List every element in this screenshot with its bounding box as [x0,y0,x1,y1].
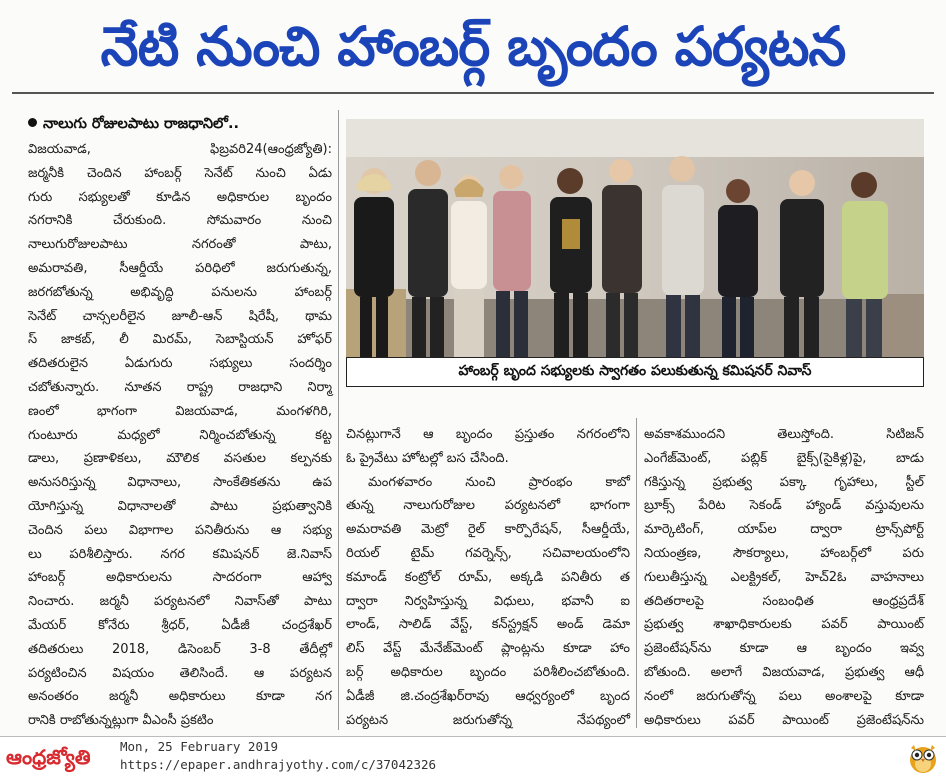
text-line: చినట్లుగానే ఆ బృందం ప్రస్తుతం నగరంలోని [346,427,630,442]
text-line: మేయర్ కోనేరు శ్రీధర్, ఏడీజీ చంద్రశేఖర్ [28,617,332,633]
column-divider [636,418,637,728]
article-column-1 [28,138,332,728]
text-line: చెందిన పలు విభాగాల పనితీరును ఆ సభ్యు [28,522,332,538]
text-line: అమరావతి మెట్రో రైల్ కార్పొరేషన్, సీఆర్డీయే, [346,522,630,538]
text-line: తున్న నాలుగురోజుల పర్యటనలో భాగంగా [346,498,630,514]
article-column-2 [346,423,630,728]
text-line: అవకాశముందని తెలుస్తోంది. సిటిజన్ [644,427,924,442]
text-line: ఏడీజీ జి.చంద్రశేఖర్‌రావు ఆధ్వర్యంలో బృంద [346,688,630,704]
text-line: లు పరిశీలిస్తారు. నగర కమిషనర్ జె.నివాస్ [28,546,332,562]
text-line: లిస్ వేస్ట్ మేనేజ్‌మెంట్ ప్లాంట్లను కూడా హాం [346,641,630,657]
text-line: అధికారులు పవర్ పాయింట్ ప్రజెంటేషన్‌ను [644,712,924,728]
text-line: గకిస్తున్న ప్రభుత్వ పక్కా గృహాలు, స్టీల్ [644,474,924,490]
text-line: నాలుగురోజులపాటు నగరంతో పాటు, [28,237,332,253]
text-line: కమాండ్ కంట్రోల్ రూమ్, అక్కడి పనితీరు త [346,569,630,585]
bullet-icon [28,118,37,127]
text-line: మార్కెటింగ్, యాప్‌ల ద్వారా ట్రాన్స్‌పోర్ట్ [644,522,924,538]
text-line: గులుతీస్తున్న ఎలక్ట్రికల్, హెచ్2ఓ వాహనాలు [644,569,924,585]
publication-date: Mon, 25 February 2019 [120,739,279,754]
text-line: తదితరాలపై సంబంధిత ఆంధ్రప్రదేశ్ [644,593,924,609]
text-line: ప్రజెంటేషన్‌ను కూడా ఆ బృందం ఇవ్వ [644,641,924,657]
text-line: జర్మనీకి చెందిన హాంబర్గ్ సెనేట్ నుంచి ఏడు [28,165,332,181]
newspaper-logo[interactable]: ఆంధ్రజ్యోతి [6,745,91,769]
news-photo [346,119,924,357]
text-line: రియల్ టైమ్ గవర్నెన్స్, సచివాలయంలోని [346,545,630,561]
text-line: ప్రభుత్వ శాఖాధికారులకు పవర్ పాయింట్ [644,617,924,633]
owl-mascot-icon [906,740,940,774]
text-line: లాండ్, సాలిడ్ వేస్ట్, కన్‌స్ట్రక్షన్ అండ్ డెమా [346,617,630,633]
text-line: తదితరులు 2018, డిసెంబర్ 3-8 తేదీల్లో [28,641,332,657]
text-line: తదితరులైన ఏడుగురు సభ్యులు సందర్శిం [28,356,332,372]
kicker-text: నాలుగు రోజులపాటు రాజధానిలో.. [43,116,239,132]
text-line: ణంలో భాగంగా విజయవాడ, మంగళగిరి, [28,403,332,419]
text-line: బర్గ్ అధికారుల బృందం పరిశీలించబోతుంది. [346,664,630,680]
footer-rule [0,736,946,737]
footer-meta [120,738,436,774]
group-photo-image [346,119,924,357]
text-line: ఓ ప్రైవేటు హోటల్లో బస చేసింది. [346,450,509,466]
text-line: అనుసరిస్తున్న విధానాలు, సాంకేతికతను ఉప [28,475,332,491]
footer [0,736,946,778]
text-line: హాంబర్గ్ అధికారులను సాదరంగా ఆహ్వా [28,570,332,586]
text-line: అమరావతి, సీఆర్డీయే పరిధిలో జరుగుతున్న, [28,260,332,276]
column-divider [338,110,339,730]
text-line: విజయవాడ, ఫిబ్రవరి24(ఆంధ్రజ్యోతి): [28,142,332,157]
text-line: గురు సభ్యులతో కూడిన అధికారుల బృందం [28,189,332,205]
text-line: ఎంగేజ్‌మెంట్, పబ్లిక్ బైక్స్(సైకిళ్ల)పై, బాడు [644,450,924,466]
text-line: జరగబోతున్న అభివృద్ధి పనులను హాంబర్గ్ [28,284,332,300]
text-line: అనంతరం జర్మనీ అధికారులు కూడా నగ [28,689,332,705]
text-line: పర్యటించిన విషయం తెలిసిందే. ఆ పర్యటన [28,665,332,681]
headline: నేటి నుంచి హాంబర్గ్ బృందం పర్యటన [100,15,846,78]
text-line: బ్రూక్స్ పేరిట సెకండ్ హ్యాండ్ వస్తువులను [644,498,924,514]
text-line: డాలు, ప్రణాళికలు, మౌలిక వసతుల కల్పనకు [28,451,332,467]
photo-caption: హాంబర్గ్ బృంద సభ్యులకు స్వాగతం పలుకుతున్న కమిషనర్ నివాస్ [346,357,924,387]
text-line: సెనేట్ చాన్సలరీలైన జూలీ-ఆన్ షిరేషీ, థామ [28,308,332,324]
text-line: మంగళవారం నుంచి ప్రారంభం కాబో [368,474,630,490]
text-line: బోతుంది. అలాగే విజయవాడ, ప్రభుత్వ ఆధీ [644,664,924,680]
text-line: రానికి రాబోతున్నట్లుగా వీఎంసీ ప్రకటిం [28,713,214,729]
text-line: నంలో జరుగుతోన్న పలు అంశాలపై కూడా [644,688,924,704]
text-line: గుంటూరు మధ్యలో నిర్మించబోతున్న కట్ట [28,427,332,443]
headline-rule [12,92,934,94]
text-line: యోగిస్తున్న విధానాలతో పాటు ప్రభుత్వానికి [28,498,332,514]
text-line: నించారు. జర్మనీ పర్యటనలో నివాస్‌తో పాటు [28,594,332,610]
article-column-3 [644,423,924,728]
text-line: పర్యటన జరుగుతోన్న నేపథ్యంలో [346,712,630,728]
text-line: చబోతున్నారు. నూతన రాష్ట్ర రాజధాని నిర్మా [28,379,332,395]
kicker [28,116,239,136]
epaper-url[interactable]: https://epaper.andhrajyothy.com/c/37042326 [120,757,437,772]
text-line: ద్వారా నిర్వహిస్తున్న విధులు, భవానీ ఐ [346,593,630,609]
text-line: నియంత్రణ, సౌకర్యాలు, హాంబర్గ్‌లో పరు [644,545,924,561]
text-line: స్ జాకబ్, లీ మిరమ్, సెబాస్టియన్ హోఫర్ [28,332,332,348]
text-line: నగరానికి చేరుకుంది. సోమవారం నుంచి [28,213,332,229]
